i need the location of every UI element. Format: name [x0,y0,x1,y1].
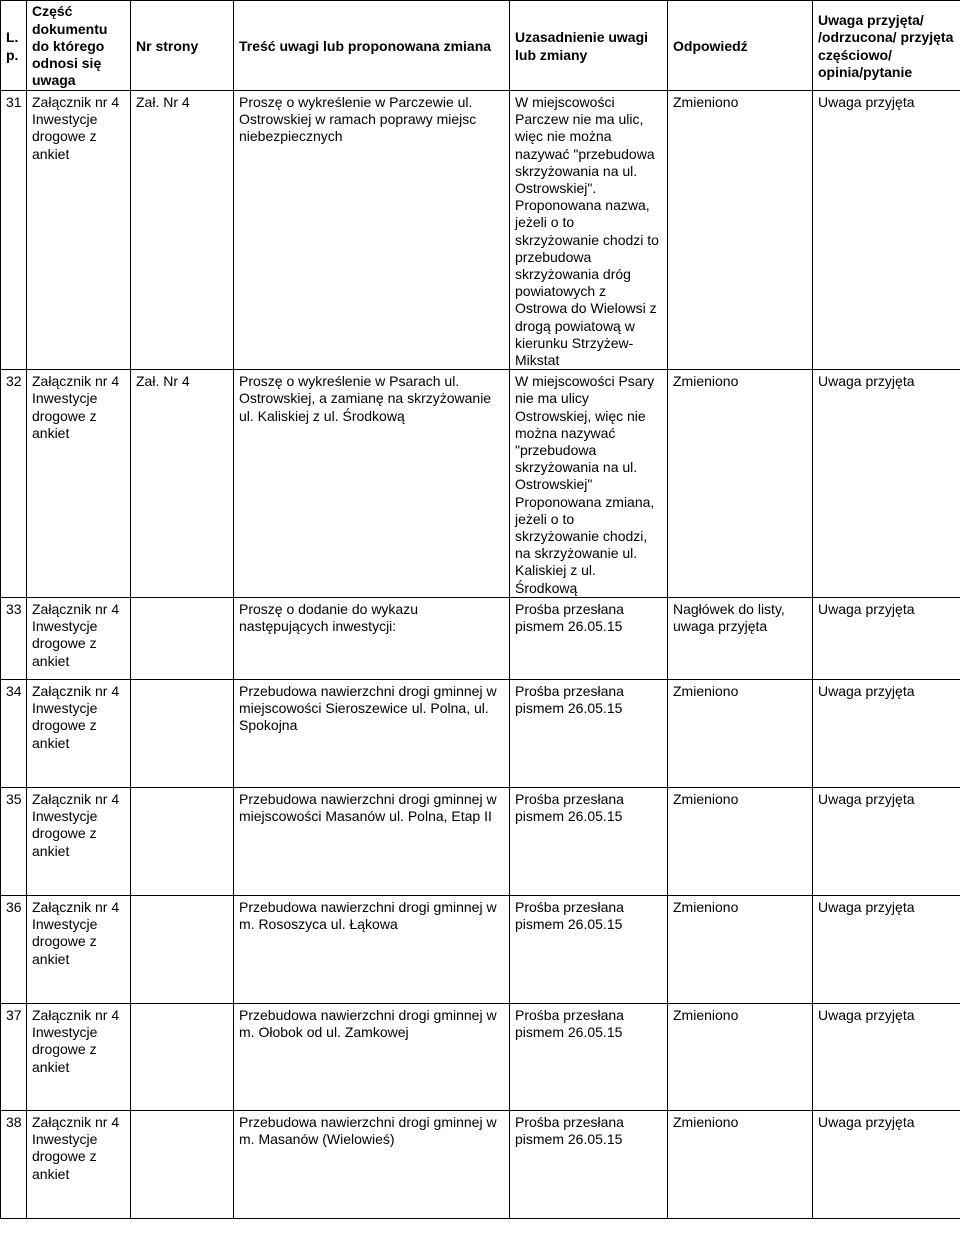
cell-odpowiedz: Zmieniono [668,91,813,370]
cell-lp: 35 [1,787,27,895]
cell-lp: 33 [1,597,27,679]
cell-nr-strony: Zał. Nr 4 [131,370,234,598]
table-row [1,1003,960,1110]
cell-czesc: Załącznik nr 4 Inwestycje drogowe z ankiet [27,370,131,598]
cell-lp: 38 [1,1110,27,1218]
table-row [1,597,960,679]
header-uzasadnienie: Uzasadnienie uwagi lub zmiany [510,1,668,91]
cell-uzasadnienie: Prośba przesłana pismem 26.05.15 [510,895,668,1003]
header-lp: L.p. [1,1,27,91]
cell-lp: 36 [1,895,27,1003]
cell-tresc: Przebudowa nawierzchni drogi gminnej w miejscowości Sieroszewice ul. Polna, ul. Spokojna [234,679,510,787]
header-tresc-uwagi: Treść uwagi lub proponowana zmiana [234,1,510,91]
table-row [1,370,960,598]
cell-lp: 31 [1,91,27,370]
header-status: Uwaga przyjęta/ /odrzucona/ przyjęta częściowo/ opinia/pytanie [813,1,960,91]
cell-uzasadnienie: Prośba przesłana pismem 26.05.15 [510,787,668,895]
cell-status: Uwaga przyjęta [813,597,960,679]
cell-uzasadnienie: Prośba przesłana pismem 26.05.15 [510,679,668,787]
cell-tresc: Przebudowa nawierzchni drogi gminnej w m. Rososzyca ul. Łąkowa [234,895,510,1003]
cell-tresc: Proszę o wykreślenie w Psarach ul. Ostrowskiej, a zamianę na skrzyżowanie ul. Kaliskiej z ul. Środkową [234,370,510,598]
header-row [1,1,960,91]
cell-tresc: Proszę o wykreślenie w Parczewie ul. Ostrowskiej w ramach poprawy miejsc niebezpiecznych [234,91,510,370]
cell-odpowiedz: Zmieniono [668,370,813,598]
cell-status: Uwaga przyjęta [813,91,960,370]
cell-status: Uwaga przyjęta [813,1110,960,1218]
cell-uzasadnienie: W miejscowości Psary nie ma ulicy Ostrowskiej, więc nie można nazywać "przebudowa skrzyżowania na ul. Ostrowskiej" Proponowana zmiana, jeżeli o to skrzyżowanie chodzi, na skrzyżowanie ul. Kaliskiej z ul. Środkową [510,370,668,598]
cell-czesc: Załącznik nr 4 Inwestycje drogowe z ankiet [27,91,131,370]
table-row [1,787,960,895]
header-czesc-dokumentu: Część dokumentu do którego odnosi się uwaga [27,1,131,91]
cell-odpowiedz: Zmieniono [668,895,813,1003]
cell-czesc: Załącznik nr 4 Inwestycje drogowe z ankiet [27,679,131,787]
cell-czesc: Załącznik nr 4 Inwestycje drogowe z ankiet [27,787,131,895]
header-odpowiedz: Odpowiedź [668,1,813,91]
cell-nr-strony: Zał. Nr 4 [131,91,234,370]
cell-lp: 37 [1,1003,27,1110]
cell-odpowiedz: Zmieniono [668,679,813,787]
cell-status: Uwaga przyjęta [813,370,960,598]
table-row [1,91,960,370]
cell-odpowiedz: Zmieniono [668,1003,813,1110]
cell-tresc: Przebudowa nawierzchni drogi gminnej w miejscowości Masanów ul. Polna, Etap II [234,787,510,895]
cell-nr-strony [131,1003,234,1110]
cell-uzasadnienie: W miejscowości Parczew nie ma ulic, więc nie można nazywać "przebudowa skrzyżowania na ul. Ostrowskiej". Proponowana nazwa, jeżeli o to skrzyżowanie chodzi to przebudowa skrzyżowania dróg powiatowych z Ostrowa do Wielowsi z drogą powiatową w kierunku Strzyżew-Mikstat [510,91,668,370]
cell-czesc: Załącznik nr 4 Inwestycje drogowe z ankiet [27,1110,131,1218]
cell-lp: 32 [1,370,27,598]
cell-tresc: Proszę o dodanie do wykazu następujących inwestycji: [234,597,510,679]
table-row [1,679,960,787]
cell-uzasadnienie: Prośba przesłana pismem 26.05.15 [510,1110,668,1218]
cell-nr-strony [131,787,234,895]
cell-tresc: Przebudowa nawierzchni drogi gminnej w m. Masanów (Wielowieś) [234,1110,510,1218]
cell-nr-strony [131,1110,234,1218]
cell-status: Uwaga przyjęta [813,1003,960,1110]
cell-status: Uwaga przyjęta [813,895,960,1003]
table-row [1,895,960,1003]
cell-odpowiedz: Nagłówek do listy, uwaga przyjęta [668,597,813,679]
cell-czesc: Załącznik nr 4 Inwestycje drogowe z ankiet [27,895,131,1003]
cell-czesc: Załącznik nr 4 Inwestycje drogowe z ankiet [27,1003,131,1110]
cell-status: Uwaga przyjęta [813,787,960,895]
cell-status: Uwaga przyjęta [813,679,960,787]
cell-uzasadnienie: Prośba przesłana pismem 26.05.15 [510,597,668,679]
cell-nr-strony [131,597,234,679]
cell-tresc: Przebudowa nawierzchni drogi gminnej w m. Ołobok od ul. Zamkowej [234,1003,510,1110]
cell-nr-strony [131,679,234,787]
cell-czesc: Załącznik nr 4 Inwestycje drogowe z ankiet [27,597,131,679]
cell-odpowiedz: Zmieniono [668,1110,813,1218]
header-nr-strony: Nr strony [131,1,234,91]
table-row [1,1110,960,1218]
cell-nr-strony [131,895,234,1003]
cell-lp: 34 [1,679,27,787]
cell-uzasadnienie: Prośba przesłana pismem 26.05.15 [510,1003,668,1110]
cell-odpowiedz: Zmieniono [668,787,813,895]
